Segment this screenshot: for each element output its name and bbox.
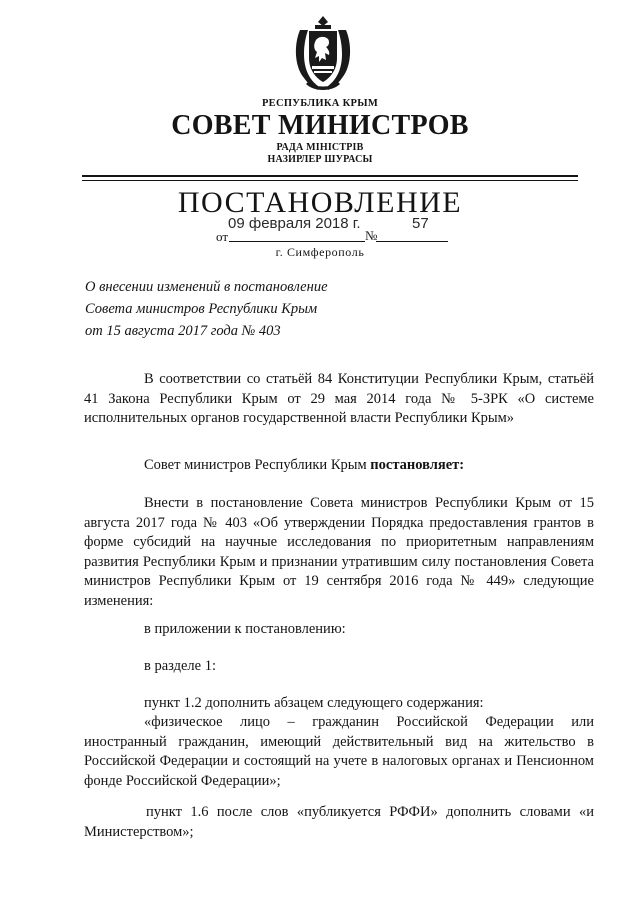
coat-of-arms-emblem [292, 14, 354, 94]
republic-name: РЕСПУБЛИКА КРЫМ [261, 98, 379, 109]
subject-line: О внесении изменений в постановление [85, 279, 328, 295]
number-underline [376, 241, 448, 242]
number-label: № [365, 228, 378, 243]
subject-line: Совета министров Республики Крым [85, 301, 318, 317]
item-1-2-line: пункт 1.2 дополнить абзацем следующего содержания: [144, 695, 484, 711]
preamble-paragraph: В соответствии со статьёй 84 Конституции Республики Крым, статьёй 41 Закона Республики Крым от 29 мая 2014 года № 5-ЗРК «О системе исполнительных органов государственной власти Республики Крым» [84, 371, 594, 427]
decree-date: 09 февраля 2018 г. [228, 215, 361, 232]
document-type-title: ПОСТАНОВЛЕНИЕ [177, 186, 463, 219]
resolve-text: Совет министров Республики Крым [144, 457, 371, 473]
section-line: в разделе 1: [144, 658, 217, 674]
decree-subject [85, 276, 328, 342]
header-divider-thick [82, 175, 578, 177]
city-name: г. Симферополь [275, 245, 365, 259]
amendment-paragraph: Внести в постановление Совета министров Республики Крым от 15 августа 2017 года № 403 «Об утверждении Порядка предоставления грантов в форме субсидий на научные исследования по приоритетным направлениям развития Республики Крым и признании утратившим силу постановления Совета министров Республики Крым от 19 сентября 2016 года № 449» следующие изменения: [84, 495, 594, 609]
resolve-paragraph [144, 456, 594, 476]
date-underline [229, 241, 365, 242]
subject-line: от 15 августа 2017 года № 403 [85, 323, 281, 339]
date-label: от [216, 229, 229, 244]
resolve-keyword: постановляет: [370, 457, 465, 473]
item-1-6-paragraph: пункт 1.6 после слов «публикуется РФФИ» дополнить словами «и Министерством»; [84, 804, 594, 840]
decree-number: 57 [412, 215, 429, 232]
quote-paragraph: «физическое лицо – гражданин Российской Федерации или иностранный гражданин, имеющий действительный вид на жительство в Российской Федерации и состоящий на учете в налоговых органах и Пенсионном фонде Российской Федерации»; [84, 714, 594, 789]
header-divider-thin [82, 180, 578, 181]
council-name-ukrainian: РАДА МІНІСТРІВ [276, 142, 364, 153]
appendix-line: в приложении к постановлению: [144, 621, 346, 637]
council-name: СОВЕТ МИНИСТРОВ [171, 110, 469, 141]
council-name-crimean-tatar: НАЗИРЛЕР ШУРАСЫ [267, 154, 373, 165]
